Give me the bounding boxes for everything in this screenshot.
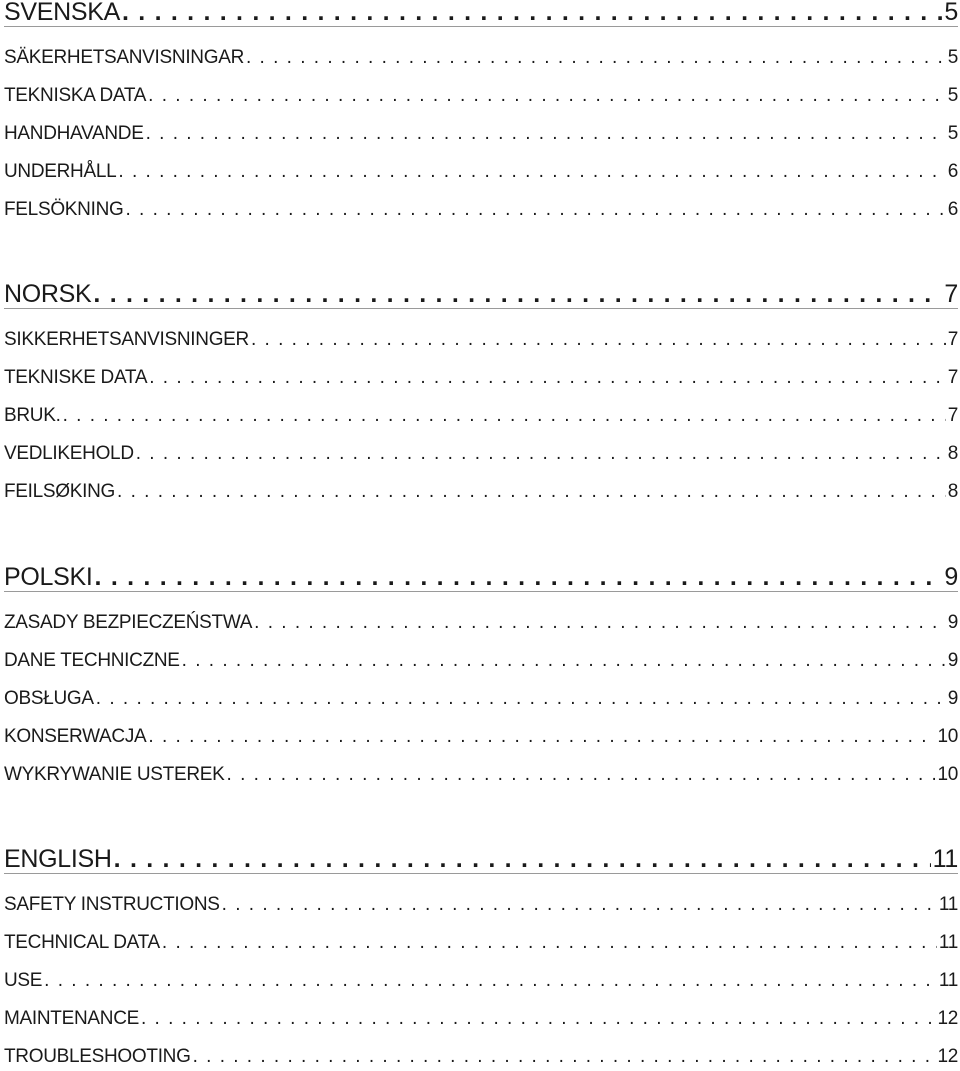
toc-entry-label: SAFETY INSTRUCTIONS (4, 894, 220, 915)
toc-entry[interactable] (4, 160, 958, 184)
dot-leader (251, 328, 946, 352)
toc-entry-page: 11 (938, 894, 958, 915)
dot-leader (149, 366, 946, 390)
toc-entry-label: MAINTENANCE (4, 1008, 139, 1029)
toc-entry[interactable] (4, 328, 958, 352)
toc-entry-page: 7 (947, 405, 958, 426)
toc-heading-page: 11 (932, 845, 958, 873)
toc-heading[interactable] (4, 0, 958, 27)
toc-entry-page: 5 (947, 85, 958, 106)
toc-entry-label: OBSŁUGA (4, 688, 94, 709)
toc-heading[interactable] (4, 279, 958, 309)
toc-entry[interactable] (4, 969, 958, 993)
toc-entry[interactable] (4, 404, 958, 428)
toc-section-norsk (4, 279, 958, 504)
toc-entry-page: 7 (947, 367, 958, 388)
toc-entry-page: 8 (947, 443, 958, 464)
toc-entry[interactable] (4, 687, 958, 711)
dot-leader (114, 844, 931, 874)
toc-entry-label: KONSERWACJA (4, 726, 147, 747)
dot-leader (63, 404, 946, 428)
toc-entry[interactable] (4, 442, 958, 466)
dot-leader (162, 931, 937, 955)
toc-heading-label: ENGLISH (4, 845, 112, 873)
toc-entry[interactable] (4, 763, 958, 787)
toc-heading-page: 9 (944, 563, 958, 591)
toc-entry[interactable] (4, 893, 958, 917)
toc-heading[interactable] (4, 844, 958, 874)
toc-entry[interactable] (4, 84, 958, 108)
toc-entry[interactable] (4, 480, 958, 504)
toc-entry-label: HANDHAVANDE (4, 123, 144, 144)
toc-entry-label: TEKNISKE DATA (4, 367, 148, 388)
toc-entry-label: USE (4, 970, 43, 991)
toc-section-english (4, 844, 958, 1069)
toc-entry-page: 9 (947, 650, 958, 671)
toc-entry-label: SÄKERHETSANVISNINGAR (4, 47, 244, 68)
dot-leader (182, 649, 946, 673)
toc-entry-label: SIKKERHETSANVISNINGER (4, 329, 249, 350)
toc-entry-label: FELSÖKNING (4, 199, 124, 220)
toc-entry[interactable] (4, 725, 958, 749)
toc-entry-page: 5 (947, 47, 958, 68)
toc-entry-page: 6 (947, 161, 958, 182)
toc-entry-page: 11 (938, 970, 958, 991)
toc-entry-page: 11 (938, 932, 958, 953)
toc-entry[interactable] (4, 611, 958, 635)
dot-leader (125, 198, 945, 222)
dot-leader (96, 687, 946, 711)
toc-heading[interactable] (4, 562, 958, 592)
toc-entry-label: WYKRYWANIE USTEREK (4, 764, 225, 785)
dot-leader (95, 562, 943, 592)
toc-section-svenska (4, 0, 958, 222)
toc-entry-label: DANE TECHNICZNE (4, 650, 180, 671)
toc-entry-page: 10 (937, 726, 958, 747)
toc-entry[interactable] (4, 931, 958, 955)
dot-leader (118, 160, 945, 184)
toc-entry-label: TECHNICAL DATA (4, 932, 160, 953)
dot-leader (222, 893, 937, 917)
dot-leader (146, 122, 946, 146)
toc-section-polski (4, 562, 958, 787)
dot-leader (148, 725, 935, 749)
dot-leader (141, 1007, 935, 1031)
toc-entry[interactable] (4, 122, 958, 146)
toc-entry-label: TROUBLESHOOTING (4, 1046, 191, 1067)
dot-leader (44, 969, 937, 993)
dot-leader (227, 763, 936, 787)
toc-entry-page: 12 (937, 1008, 958, 1029)
toc-entry-page: 6 (947, 199, 958, 220)
toc-entry[interactable] (4, 46, 958, 70)
toc-entry-page: 7 (947, 329, 958, 350)
toc-entry-page: 9 (947, 688, 958, 709)
toc-heading-page: 5 (944, 0, 958, 26)
dot-leader (148, 84, 946, 108)
dot-leader (122, 0, 942, 27)
toc-entry-label: ZASADY BEZPIECZEŃSTWA (4, 612, 253, 633)
toc-entry-page: 10 (937, 764, 958, 785)
toc-entry[interactable] (4, 366, 958, 390)
toc-entry-label: FEILSØKING (4, 481, 116, 502)
toc-entry-label: VEDLIKEHOLD (4, 443, 134, 464)
toc-entry[interactable] (4, 649, 958, 673)
dot-leader (93, 279, 942, 309)
toc-entry-label: UNDERHÅLL (4, 161, 117, 182)
toc-entry-page: 8 (947, 481, 958, 502)
toc-entry[interactable] (4, 1007, 958, 1031)
toc-entry-page: 12 (937, 1046, 958, 1067)
dot-leader (254, 611, 946, 635)
toc-entry[interactable] (4, 1045, 958, 1069)
toc-heading-page: 7 (944, 280, 958, 308)
toc-entry-label: BRUK. (4, 405, 61, 426)
toc-entry-page: 9 (947, 612, 958, 633)
toc-entry-label: TEKNISKA DATA (4, 85, 147, 106)
toc-heading-label: SVENSKA (4, 0, 121, 26)
dot-leader (246, 46, 946, 70)
toc-entry-page: 5 (947, 123, 958, 144)
toc-heading-label: NORSK (4, 280, 92, 308)
toc-entry[interactable] (4, 198, 958, 222)
dot-leader (136, 442, 946, 466)
dot-leader (193, 1045, 936, 1069)
dot-leader (117, 480, 946, 504)
toc-heading-label: POLSKI (4, 563, 93, 591)
